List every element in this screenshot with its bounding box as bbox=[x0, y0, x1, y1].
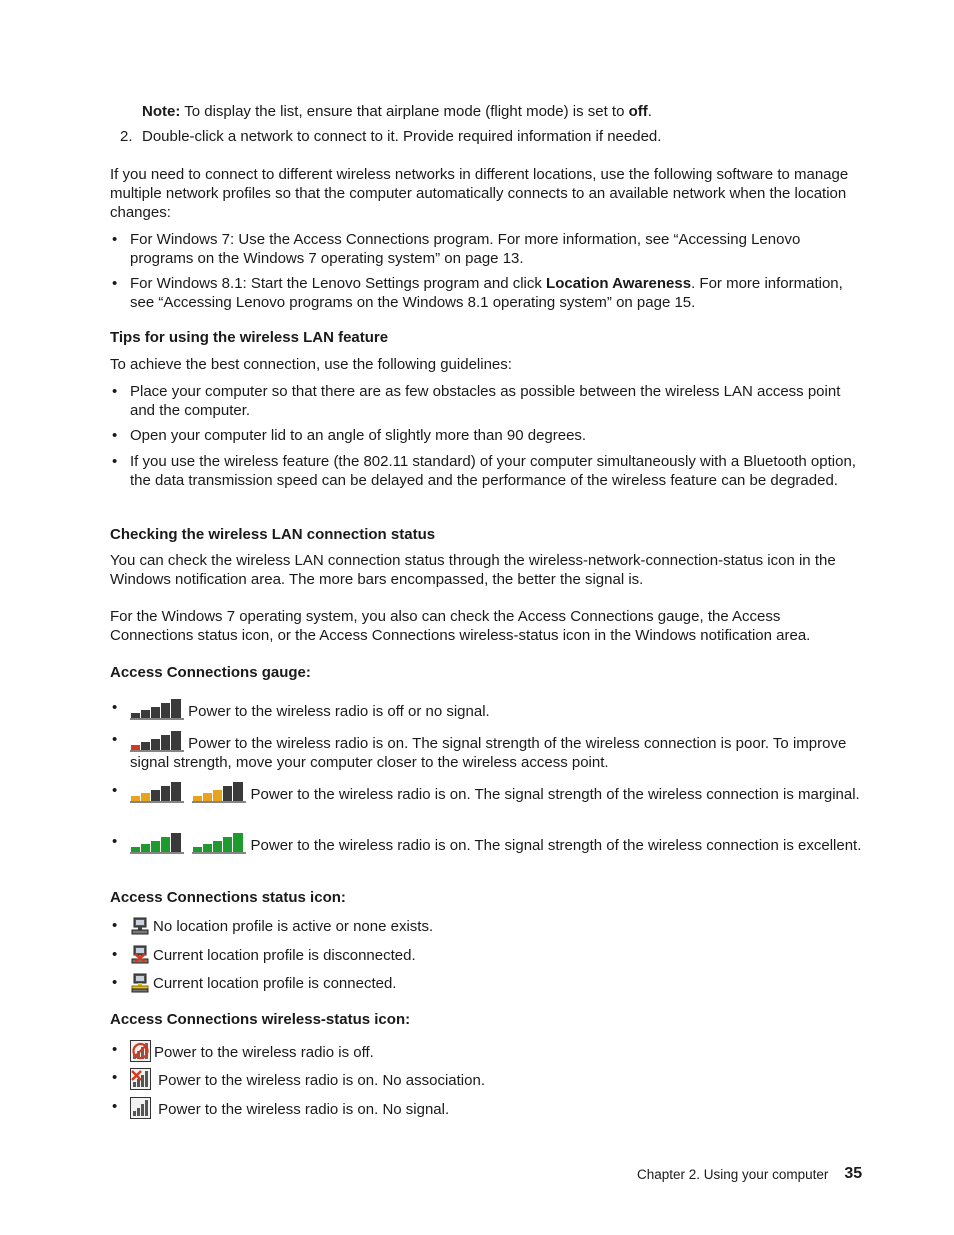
tips-intro: To achieve the best connection, use the following guidelines: bbox=[110, 356, 512, 373]
note-bold-word: off bbox=[628, 103, 648, 120]
page-footer bbox=[637, 1164, 867, 1184]
status-icon-heading: Access Connections status icon: bbox=[110, 889, 346, 906]
computer-profile-icon bbox=[130, 916, 150, 941]
status-icon-item-connected: • Current location profile is connected. bbox=[110, 973, 862, 998]
intro-paragraph: If you need to connect to different wireless networks in different locations, use the following software to manage multiple network profiles so that the computer automatically connects to an available network when the location changes: bbox=[110, 166, 849, 221]
gauge-item-marginal: • Power to the wireless radio is on. The signal strength of the wireless connection is marginal. bbox=[112, 782, 860, 803]
computer-disconnected-icon bbox=[130, 945, 150, 970]
wireless-icon-item-no-association: • Power to the wireless radio is on. No association. bbox=[110, 1068, 862, 1095]
signal-gauge-icon-poor bbox=[130, 730, 184, 752]
status-paragraph-2: For the Windows 7 operating system, you also can check the Access Connections gauge, the Access Connections status icon, or the Access Connections wireless-status icon in the Windows notification area. bbox=[110, 608, 811, 644]
bullet-text: For Windows 8.1: Start the Lenovo Settings program and click Location Awareness. For more information, see “Accessing Lenovo programs on the Windows 8.1 operating system” on page 15. bbox=[130, 275, 843, 311]
tips-heading: Tips for using the wireless LAN feature bbox=[110, 329, 389, 346]
signal-gauge-icon-excellent-low bbox=[130, 832, 184, 854]
wireless-icon-item-off: • Power to the wireless radio is off. bbox=[110, 1040, 862, 1067]
step-text: Double-click a network to connect to it. Provide required information if needed. bbox=[142, 128, 662, 145]
signal-gauge-icon-marginal-high bbox=[192, 781, 246, 803]
chapter-label: Chapter 2. Using your computer bbox=[637, 1167, 829, 1182]
note bbox=[142, 102, 862, 121]
bullet-windows7: • For Windows 7: Use the Access Connections program. For more information, see “Accessing Lenovo programs on the Windows 7 operating system” on page 13. bbox=[110, 230, 862, 268]
wireless-no-signal-icon bbox=[130, 1097, 151, 1124]
page-number: 35 bbox=[844, 1165, 863, 1182]
note-text: To display the list, ensure that airplane mode (flight mode) is set to bbox=[180, 103, 629, 120]
note-label: Note: bbox=[142, 103, 181, 120]
status-heading: Checking the wireless LAN connection status bbox=[110, 526, 436, 543]
tips-item: • Open your computer lid to an angle of slightly more than 90 degrees. bbox=[112, 427, 587, 444]
status-icon-item-disconnected: • Current location profile is disconnected. bbox=[110, 945, 862, 970]
status-paragraph-1: You can check the wireless LAN connection status through the wireless-network-connection-status icon in the Windows notification area. The more bars encompassed, the better the signal is. bbox=[110, 552, 836, 588]
bullet-text: For Windows 7: Use the Access Connections program. For more information, see “Accessing Lenovo programs on the Windows 7 operating system” on page 13. bbox=[130, 231, 801, 267]
tips-item: • If you use the wireless feature (the 802.11 standard) of your computer simultaneously with a Bluetooth option, the data transmission speed can be delayed and the performance of the wireless feature can be degraded. bbox=[112, 453, 856, 489]
bullet-windows81: • For Windows 8.1: Start the Lenovo Settings program and click Location Awareness. For more information, see “Accessing Lenovo programs on the Windows 8.1 operating system” on page 15. bbox=[110, 274, 862, 312]
wireless-off-icon bbox=[130, 1040, 151, 1067]
note-text-end: . bbox=[647, 103, 652, 120]
location-awareness-label: Location Awareness bbox=[546, 275, 692, 292]
wireless-icon-item-no-signal: • Power to the wireless radio is on. No signal. bbox=[110, 1097, 862, 1124]
gauge-item-excellent: • Power to the wireless radio is on. The signal strength of the wireless connection is excellent. bbox=[112, 833, 862, 854]
signal-gauge-icon-marginal-low bbox=[130, 781, 184, 803]
signal-gauge-icon-off bbox=[130, 698, 184, 720]
gauge-item-off: • Power to the wireless radio is off or no signal. bbox=[112, 699, 490, 720]
wireless-no-association-icon bbox=[130, 1068, 151, 1095]
wireless-icon-heading: Access Connections wireless-status icon: bbox=[110, 1011, 411, 1028]
status-icon-item-none: • No location profile is active or none exists. bbox=[110, 916, 862, 941]
tips-item: • Place your computer so that there are as few obstacles as possible between the wireless LAN access point and the computer. bbox=[112, 383, 841, 419]
gauge-item-poor: • Power to the wireless radio is on. The signal strength of the wireless connection is poor. To improve signal strength, move your computer closer to the wireless access point. bbox=[112, 731, 847, 771]
step-number: 2. bbox=[120, 128, 133, 145]
computer-connected-icon bbox=[130, 973, 150, 998]
gauge-heading: Access Connections gauge: bbox=[110, 664, 311, 681]
signal-gauge-icon-excellent-high bbox=[192, 832, 246, 854]
step-2 bbox=[120, 127, 860, 146]
